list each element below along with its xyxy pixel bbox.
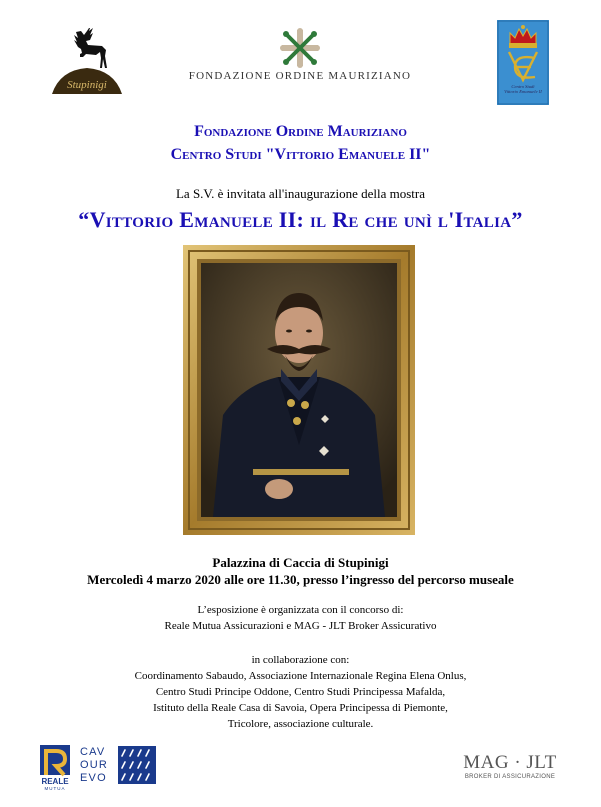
- stupinigi-logo: [48, 28, 126, 96]
- organization-title: Fondazione Ordine Mauriziano: [194, 123, 407, 140]
- reale-mutua-mark-icon: [40, 745, 70, 777]
- mauritian-cross-icon: [280, 28, 320, 68]
- collaboration-line: Istituto della Reale Casa di Savoia, Opera Principessa di Piemonte,: [153, 702, 448, 714]
- reale-label: REALE: [41, 777, 69, 786]
- fondazione-logo-text: FONDAZIONE ORDINE MAURIZIANO: [188, 70, 412, 82]
- deer-icon: [74, 28, 107, 68]
- collaboration-line: Coordinamento Sabaudo, Associazione Internazionale Regina Elena Onlus,: [134, 670, 467, 682]
- organized-intro: L’esposizione è organizzata con il concorso di:: [197, 604, 404, 616]
- invitation-line: La S.V. è invitata all'inaugurazione della mostra: [175, 186, 426, 201]
- cavour-line: EVO: [80, 772, 107, 784]
- mag-jlt-logo: [460, 752, 560, 792]
- event-venue: Palazzina di Caccia di Stupinigi: [212, 555, 389, 570]
- reale-mutua-logo: [40, 745, 70, 793]
- event-date: Mercoledì 4 marzo 2020 alle ore 11.30, presso l’ingresso del percorso museale: [87, 572, 514, 587]
- cavour-evo-logo: [80, 746, 156, 786]
- organized-sponsors: Reale Mutua Assicurazioni e MAG - JLT Broker Assicurativo: [164, 620, 437, 632]
- centro-studi-caption: Centro Studi Vittorio Emanuele II: [504, 84, 542, 94]
- exhibition-title: “Vittorio Emanuele II: il Re che unì l'Italia”: [78, 207, 523, 232]
- mag-jlt-subtitle: BROKER DI ASSICURAZIONE: [464, 774, 556, 780]
- organization-subtitle: Centro Studi "Vittorio Emanuele II": [170, 146, 431, 163]
- cavour-line: CAV: [80, 746, 106, 758]
- fondazione-logo: [150, 28, 450, 88]
- collaboration-intro: in collaborazione con:: [251, 654, 350, 666]
- mutua-label: MUTUA: [44, 786, 66, 791]
- cavour-line: OUR: [80, 759, 109, 771]
- collaboration-line: Centro Studi Principe Oddone, Centro Studi Principessa Mafalda,: [155, 686, 446, 698]
- mag-jlt-name: MAG · JLT: [463, 752, 557, 773]
- stupinigi-label: Stupinigi: [67, 79, 107, 91]
- portrait-painting: [183, 245, 415, 535]
- cavour-pattern-icon: [118, 746, 156, 784]
- centro-studi-logo: [497, 20, 549, 105]
- collaboration-line: Tricolore, associazione culturale.: [227, 718, 374, 730]
